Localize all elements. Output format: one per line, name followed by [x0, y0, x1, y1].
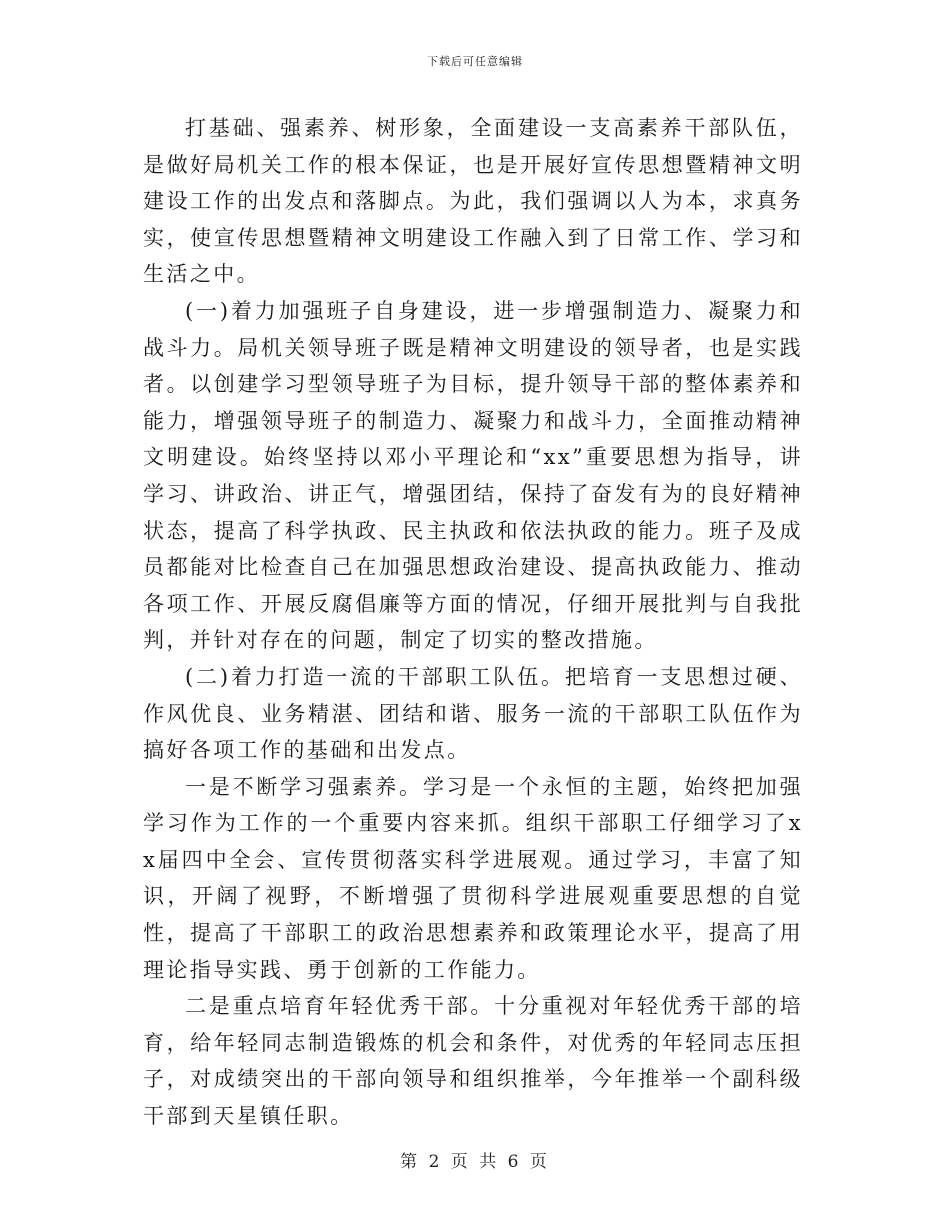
paragraph-item-1: 一是不断学习强素养。学习是一个永恒的主题，始终把加强学习作为工作的一个重要内容来抓。组织干部职工仔细学习了xx届四中全会、宣传贯彻落实科学进展观。通过学习，丰富了知识，开阔了视野，不断增强了贯彻科学进展观重要思想的自觉性，提高了干部职工的政治思想素养和政策理论水平，提高了用理论指导实践、勇于创新的工作能力。	[143, 774, 803, 982]
paragraph-section-2: (二)着力打造一流的干部职工队伍。把培育一支思想过硬、作风优良、业务精湛、团结和谐、服务一流的干部职工队伍作为搞好各项工作的基础和出发点。	[143, 664, 803, 763]
page-number-footer: 第 2 页 共 6 页	[400, 1152, 550, 1172]
paragraph-intro: 打基础、强素养、树形象，全面建设一支高素养干部队伍，是做好局机关工作的根本保证，也是开展好宣传思想暨精神文明建设工作的出发点和落脚点。为此，我们强调以人为本，求真务实，使宣传思想暨精神文明建设工作融入到了日常工作、学习和生活之中。	[143, 116, 803, 287]
document-body	[143, 110, 803, 1135]
paragraph-item-2: 二是重点培育年轻优秀干部。十分重视对年轻优秀干部的培育，给年轻同志制造锻炼的机会和条件，对优秀的年轻同志压担子，对成绩突出的干部向领导和组织推举，今年推举一个副科级干部到天星镇任职。	[143, 994, 803, 1129]
page-header: 下载后可任意编辑	[427, 55, 523, 68]
paragraph-section-1: (一)着力加强班子自身建设，进一步增强制造力、凝聚力和战斗力。局机关领导班子既是精神文明建设的领导者，也是实践者。以创建学习型领导班子为目标，提升领导干部的整体素养和能力，增强领导班子的制造力、凝聚力和战斗力，全面推动精神文明建设。始终坚持以邓小平理论和“xx”重要思想为指导，讲学习、讲政治、讲正气，增强团结，保持了奋发有为的良好精神状态，提高了科学执政、民主执政和依法执政的能力。班子及成员都能对比检查自己在加强思想政治建设、提高执政能力、推动各项工作、开展反腐倡廉等方面的情况，仔细开展批判与自我批判，并针对存在的问题，制定了切实的整改措施。	[143, 298, 803, 653]
